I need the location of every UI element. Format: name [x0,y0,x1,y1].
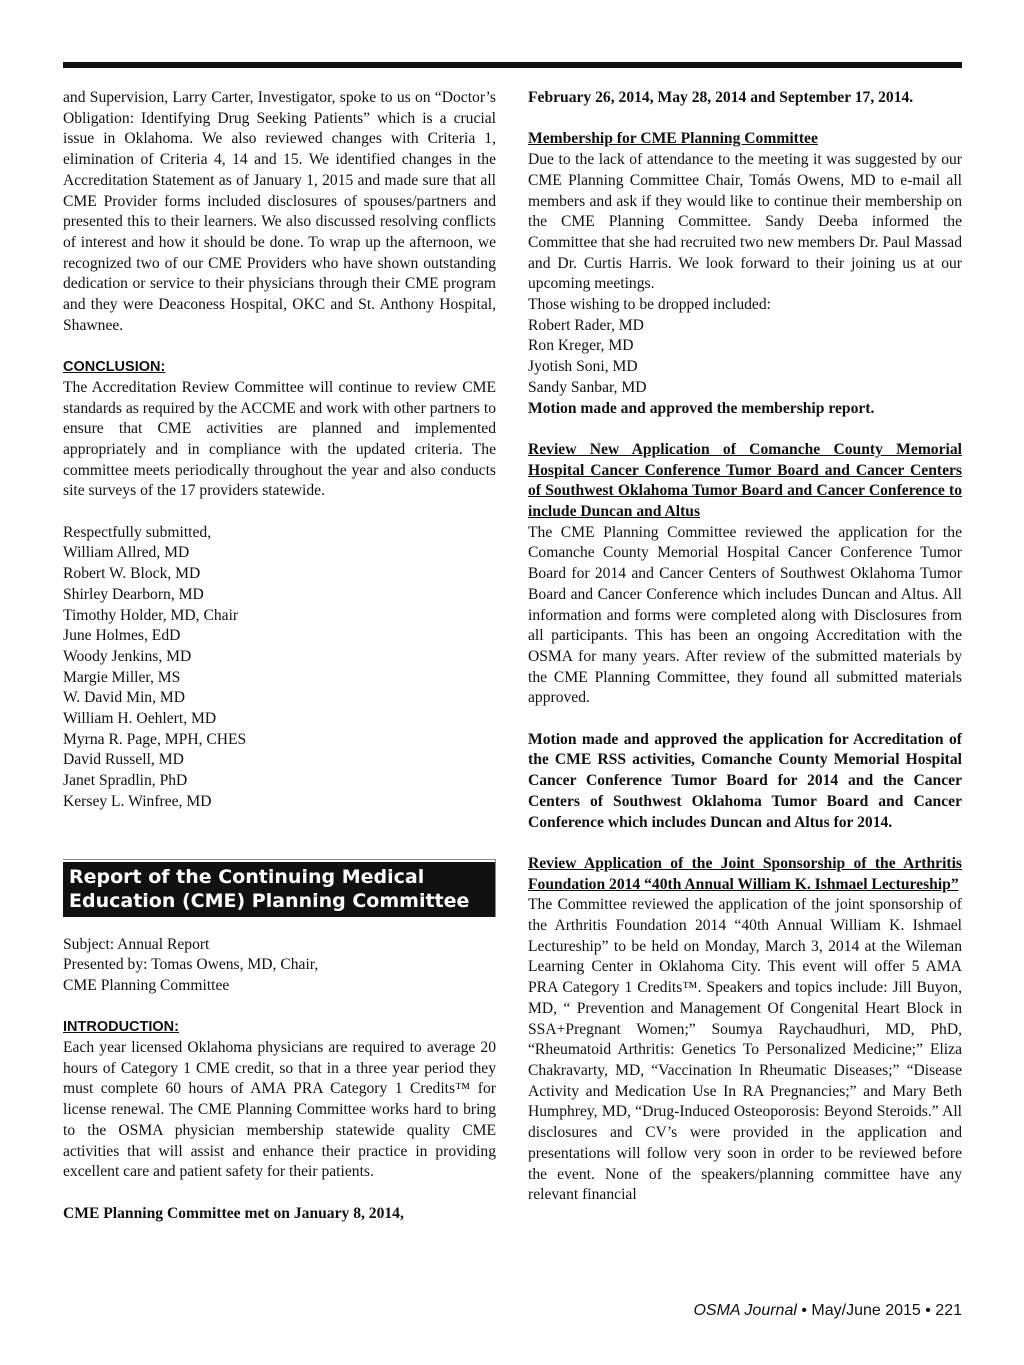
signatory: Kersey L. Winfree, MD [63,792,212,810]
page-footer [693,1302,962,1320]
top-rule [63,62,962,68]
section-banner [63,859,496,917]
meeting-dates: February 26, 2014, May 28, 2014 and September 17, 2014. [528,89,914,106]
comanche-heading: Review New Application of Comanche County Memorial Hospital Cancer Conference Tumor Board and Cancer Centers of Southwest Oklahoma Tumor Board and Cancer Conference to include Duncan and Altus [528,440,962,521]
banner-line-2: Education (CME) Planning Committee [69,889,470,912]
conclusion-paragraph: The Accreditation Review Committee will continue to review CME standards as required by the ACCME and work with other partners to ensure that CME activities are planned and implemented appropriately and in compliance with the updated criteria. The committee meets periodically throughout the year and also conducts site surveys of the 17 providers statewide. [63,378,496,500]
comanche-motion: Motion made and approved the application for Accreditation of the CME RSS activities, Comanche County Memorial Hospital Cancer Conference Tumor Board for 2014 and the Cancer Centers of Southwest Oklahoma Tumor Board and Cancer Conference which includes Duncan and Altus for 2014. [528,730,962,831]
subject-line: Subject: Annual Report [63,935,210,953]
signatory: W. David Min, MD [63,689,186,707]
dropped-label: Those wishing to be dropped included: [528,296,771,314]
signatory: Timothy Holder, MD, Chair [63,606,239,624]
conclusion-heading: CONCLUSION: [63,359,166,376]
membership-motion: Motion made and approved the membership report. [528,399,875,417]
signatory: Shirley Dearborn, MD [63,585,204,603]
signatory-list [63,543,496,812]
dropped-member: Robert Rader, MD [528,316,644,334]
presented-by-line: Presented by: Tomas Owens, MD, Chair, [63,956,319,974]
arthritis-paragraph: The Committee reviewed the application of the joint sponsorship of the Arthritis Foundation 2014 “40th Annual William K. Ishmael Lectureship” to be held on Monday, March 3, 2014 at the Wileman Learning Center in Oklahoma City. This event will offer 5 AMA PRA Category 1 Credits™. Speakers and topics include: Jill Buyon, MD, “ Prevention and Management Of Congenital Heart Block in SSA+Pregnant Women;” Soumya Raychaudhuri, MD, PhD, “Rheumatoid Arthritis: Genetics To Personalized Medicine;” Eliza Chakravarty, MD, “Vaccination In Rheumatic Diseases;” “Disease Activity and Medication Use In RA Pregnancies;” and Mary Beth Humphrey, MD, “Drug-Induced Osteoporosis: Beyond Steroids.” All disclosures and CV’s were provided in the application and presentations will follow very soon in order to be reviewed before the event. None of the speakers/planning committee have any relevant financial [528,896,962,1204]
signatory: Woody Jenkins, MD [63,647,192,665]
comanche-paragraph: The CME Planning Committee reviewed the application for the Comanche County Memorial Hospital Cancer Conference Tumor Board for 2014 and Cancer Centers of Southwest Oklahoma Tumor Board and Cancer Conference which includes Duncan and Altus. All information and forms were completed along with Disclosures from all participants. This has been an ongoing Accreditation with the OSMA for many years. After review of the submitted materials by the CME Planning Committee, they found all submitted materials approved. [528,523,962,707]
signatory: William Allred, MD [63,544,190,562]
signatory: Janet Spradlin, PhD [63,772,188,790]
dropped-member: Ron Kreger, MD [528,337,634,355]
met-on-line: CME Planning Committee met on January 8, 2014, [63,1204,404,1222]
footer-issue-page: • May/June 2015 • 221 [796,1302,962,1319]
footer-journal-name: OSMA Journal [693,1302,797,1319]
intro-paragraph: and Supervision, Larry Carter, Investigator, spoke to us on “Doctor’s Obligation: Identifying Drug Seeking Patients” which is a crucial issue in Oklahoma. We also reviewed changes with Criteria 1, elimination of Criteria 4, 14 and 15. We identified changes in the Accreditation Statement as of January 1, 2015 and made sure that all CME Provider forms included disclosures of spouses/partners and presented this to their learners. We also discussed resolving conflicts of interest and how it should be done. To wrap up the afternoon, we recognized two of our CME Providers who have shown outstanding dedication or service to their physicians through their CME program and they were Deaconess Hospital, OKC and St. Anthony Hospital, Shawnee. [63,89,496,334]
membership-heading: Membership for CME Planning Committee [528,130,818,148]
signatory: William H. Oehlert, MD [63,710,217,728]
introduction-paragraph: Each year licensed Oklahoma physicians are required to average 20 hours of Category 1 CME credit, so that in a three year period they must complete 60 hours of AMA PRA Category 1 Credits™ for license renewal. The CME Planning Committee works hard to bring to the OSMA physician membership statewide quality CME activities that will assist and enhance their practice in providing excellent care and patient safety for their patients. [63,1039,496,1181]
banner-line-1: Report of the Continuing Medical [69,865,425,888]
signatory: Margie Miller, MS [63,668,181,686]
membership-paragraph: Due to the lack of attendance to the meeting it was suggested by our CME Planning Committee Chair, Tomás Owens, MD to e-mail all members and ask if they would like to continue their membership on the CME Planning Committee. Sandy Deeba informed the Committee that she had recruited two new members Dr. Paul Massad and Dr. Curtis Harris. We look forward to their joining us at our upcoming meetings. [528,151,962,293]
signatory: June Holmes, EdD [63,627,181,645]
signatory: Myrna R. Page, MPH, CHES [63,730,247,748]
dropped-list [528,316,962,399]
introduction-heading: INTRODUCTION: [63,1019,179,1036]
signatory: David Russell, MD [63,751,184,769]
arthritis-heading: Review Application of the Joint Sponsorship of the Arthritis Foundation 2014 “40th Annual William K. Ishmael Lectureship” [528,854,962,893]
dropped-member: Sandy Sanbar, MD [528,378,647,396]
presented-by-committee: CME Planning Committee [63,976,230,994]
submitted-label: Respectfully submitted, [63,523,212,541]
section-banner-title [63,862,495,917]
left-column [63,88,496,1224]
dropped-member: Jyotish Soni, MD [528,358,638,376]
signatory: Robert W. Block, MD [63,565,201,583]
right-column [528,88,962,1206]
